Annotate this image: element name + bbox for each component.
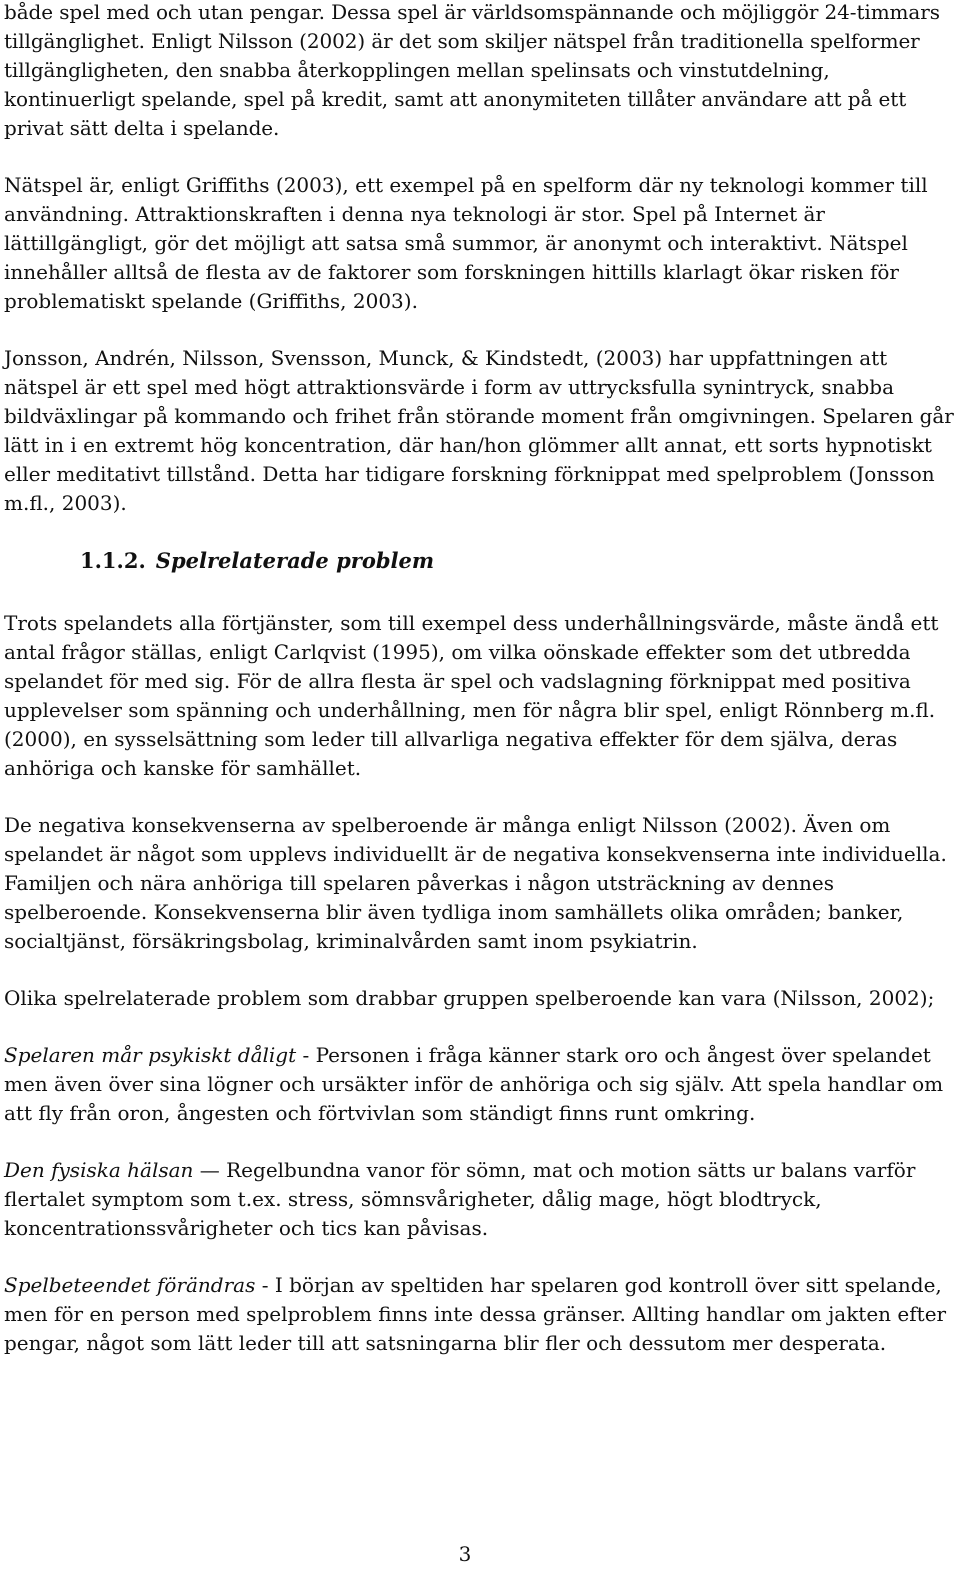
body-paragraph: både spel med och utan pengar. Dessa spel är världsomspännande och möjliggör 24-timmars tillgänglighet. Enligt Nilsson (2002) är det som skiljer nätspel från traditionella spelformer tillgängligheten, den snabba återkopplingen mellan spelinsats och vinstutdelning, kontinuerligt spelande, spel på kredit, samt att anonymiteten tillåter användare att på ett privat sätt delta i spelande. [4,0,940,140]
body-paragraph: Olika spelrelaterade problem som drabbar gruppen spelberoende kan vara (Nilsson, 2002); [4,986,935,1010]
section-title: Spelrelaterade problem [155,548,435,573]
body-paragraph: Trots spelandets alla förtjänster, som till exempel dess underhållningsvärde, måste ändå ett antal frågor ställas, enligt Carlqvist (1995), om vilka oönskade effekter som det utbredda spelandet för med sig. För de allra flesta är spel och vadslagning förknippat med positiva upplevelser som spänning och underhållning, men för några blir spel, enligt Rönnberg m.fl. (2000), en sysselsättning som leder till allvarliga negativa effekter för dem själva, deras anhöriga och kanske för samhället. [4,611,939,780]
section-heading [4,546,958,575]
problem-item [4,1041,958,1128]
problem-separator: - [296,1043,316,1067]
page-number: 3 [458,1542,472,1566]
problem-item [4,1156,958,1243]
problem-separator: - [255,1273,275,1297]
document-page [4,0,958,1386]
problem-term: Spelbeteendet förändras [4,1273,256,1297]
body-paragraph: Nätspel är, enligt Griffiths (2003), ett exempel på en spelform där ny teknologi kommer till användning. Attraktionskraften i denna nya teknologi är stor. Spel på Internet är lättillgängligt, gör det möjligt att satsa små summor, är anonymt och interaktivt. Nätspel innehåller alltså de flesta av de faktorer som forskningen hittills klarlagt ökar risken för problematiskt spelande (Griffiths, 2003). [4,173,928,313]
problem-separator: — [193,1158,227,1182]
body-paragraph: Jonsson, Andrén, Nilsson, Svensson, Munck, & Kindstedt, (2003) har uppfattningen att nätspel är ett spel med högt attraktionsvärde i form av uttrycksfulla synintryck, snabba bildväxlingar på kommando och frihet från störande moment från omgivningen. Spelaren går lätt in i en extremt hög koncentration, där han/hon glömmer allt annat, ett sorts hypnotiskt eller meditativt tillstånd. Detta har tidigare forskning förknippat med spelproblem (Jonsson m.fl., 2003). [4,346,954,515]
section-number: 1.1.2. [80,548,146,573]
problem-term: Spelaren mår psykiskt dåligt [4,1043,297,1067]
problem-text: Regelbundna vanor för sömn, mat och motion sätts ur balans varför flertalet symptom som t.ex. stress, sömnsvårigheter, dålig mage, högt blodtryck, koncentrationssvårigheter och tics kan påvisas. [4,1158,916,1240]
problem-text: I början av speltiden har spelaren god kontroll över sitt spelande, men för en person med spelproblem finns inte dessa gränser. Allting handlar om jakten efter pengar, något som lätt leder till att satsningarna blir fler och dessutom mer desperata. [4,1273,947,1355]
body-paragraph: De negativa konsekvenserna av spelberoende är många enligt Nilsson (2002). Även om spelandet är något som upplevs individuellt är de negativa konsekvenserna inte individuella. Familjen och nära anhöriga till spelaren påverkas i någon utsträckning av dennes spelberoende. Konsekvenserna blir även tydliga inom samhällets olika områden; banker, socialtjänst, försäkringsbolag, kriminalvården samt inom psykiatrin. [4,813,947,953]
problem-term: Den fysiska hälsan [4,1158,194,1182]
problem-item [4,1271,958,1358]
problem-text: Personen i fråga känner stark oro och ångest över spelandet men även över sina lögner och ursäkter inför de anhöriga och sig själv. Att spela handlar om att fly från oron, ångesten och förtvivlan som ständigt finns runt omkring. [4,1043,944,1125]
